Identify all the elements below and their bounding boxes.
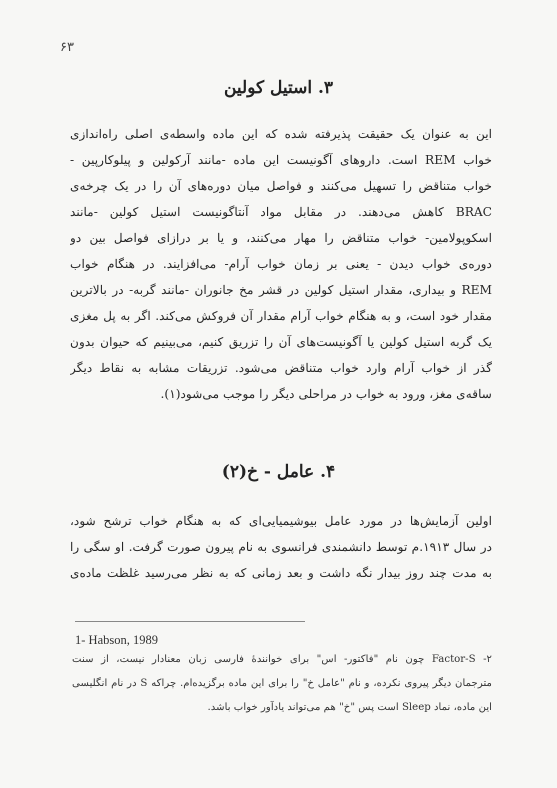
text-line: اولین آزمایش‌ها در مورد عامل بیوشیمیایی‌ای که به هنگام خواب ترشح شود، — [70, 514, 492, 528]
page-number: ۶۳ — [60, 40, 74, 55]
text-line: این به عنوان یک حقیقت پذیرفته شده که این ماده واسطه‌ی اصلی راه‌اندازی — [70, 127, 492, 141]
text-line: REM و بیداری، مقدار استیل کولین در قشر مخ جانوران -مانند گربه- در بالاترین — [70, 283, 492, 297]
footnote-line: مترجمان دیگر پیروی نکرده، و نام "عامل خ" را برای این ماده برگزیده‌ام. چراکه S در نام انگلیسی — [72, 678, 492, 689]
text-line: به مدت چند روز بیدار نگه داشت و بعد زمانی که به نظر می‌رسید غلظت ماده‌ی — [70, 566, 492, 580]
section-3-paragraph — [70, 121, 492, 407]
text-line: گذر از خواب آرام وارد خواب متناقض می‌شود. تزریقات مشابه به نقاط دیگر — [70, 361, 492, 375]
footnote-divider — [75, 621, 305, 622]
footnote-line: این ماده، نماد Sleep است پس "خ" هم می‌تواند یادآور خواب باشد. — [207, 702, 492, 713]
text-line: در سال ۱۹۱۳.م توسط دانشمندی فرانسوی به نام پیرون صورت گرفت. او سگی را — [70, 540, 492, 554]
text-line: یک گربه استیل کولین یا آگونیست‌های آن را تزریق کنیم، می‌بینیم که حیوان بدون — [70, 335, 492, 349]
section-3-heading: ۳. استیل کولین — [223, 78, 334, 98]
text-line: دوره‌ی خواب دیدن - یعنی بر زمان خواب آرام- می‌افزایند. در هنگام خواب — [70, 257, 492, 271]
section-4-paragraph — [70, 508, 492, 586]
footnote-line: ۲- Factor-S چون نام "فاکتور- اس" برای خوانندهٔ فارسی زبان معنادار نیست، از سنت — [72, 654, 492, 665]
footnote-2 — [72, 648, 492, 720]
section-4-heading: ۴. عامل - خ(۲) — [221, 462, 336, 482]
text-line: خواب متناقض را تسهیل می‌کنند و فواصل میان دوره‌های آن را در یک چرخه‌ی — [70, 179, 492, 193]
text-line: اسکوپولامین- خواب متناقض را مهار می‌کنند، و یا بر درازای فواصل بین دو — [70, 231, 492, 245]
footnote-1: 1- Habson, 1989 — [75, 633, 158, 647]
text-line: مقدار خود است، و به هنگام خواب آرام مقدار آن فروکش می‌کند. اگر به پل مغزی — [70, 309, 492, 323]
text-line: ساقه‌ی مغز، ورود به خواب در مراحلی دیگر را موجب می‌شود(۱). — [160, 387, 492, 401]
text-line: BRAC کاهش می‌دهند. در مقابل مواد آنتاگونیست استیل کولین -مانند — [70, 205, 492, 219]
text-line: خواب REM است. داروهای آگونیست این ماده -مانند آرکولین و پیلوکارپین - — [70, 153, 492, 167]
